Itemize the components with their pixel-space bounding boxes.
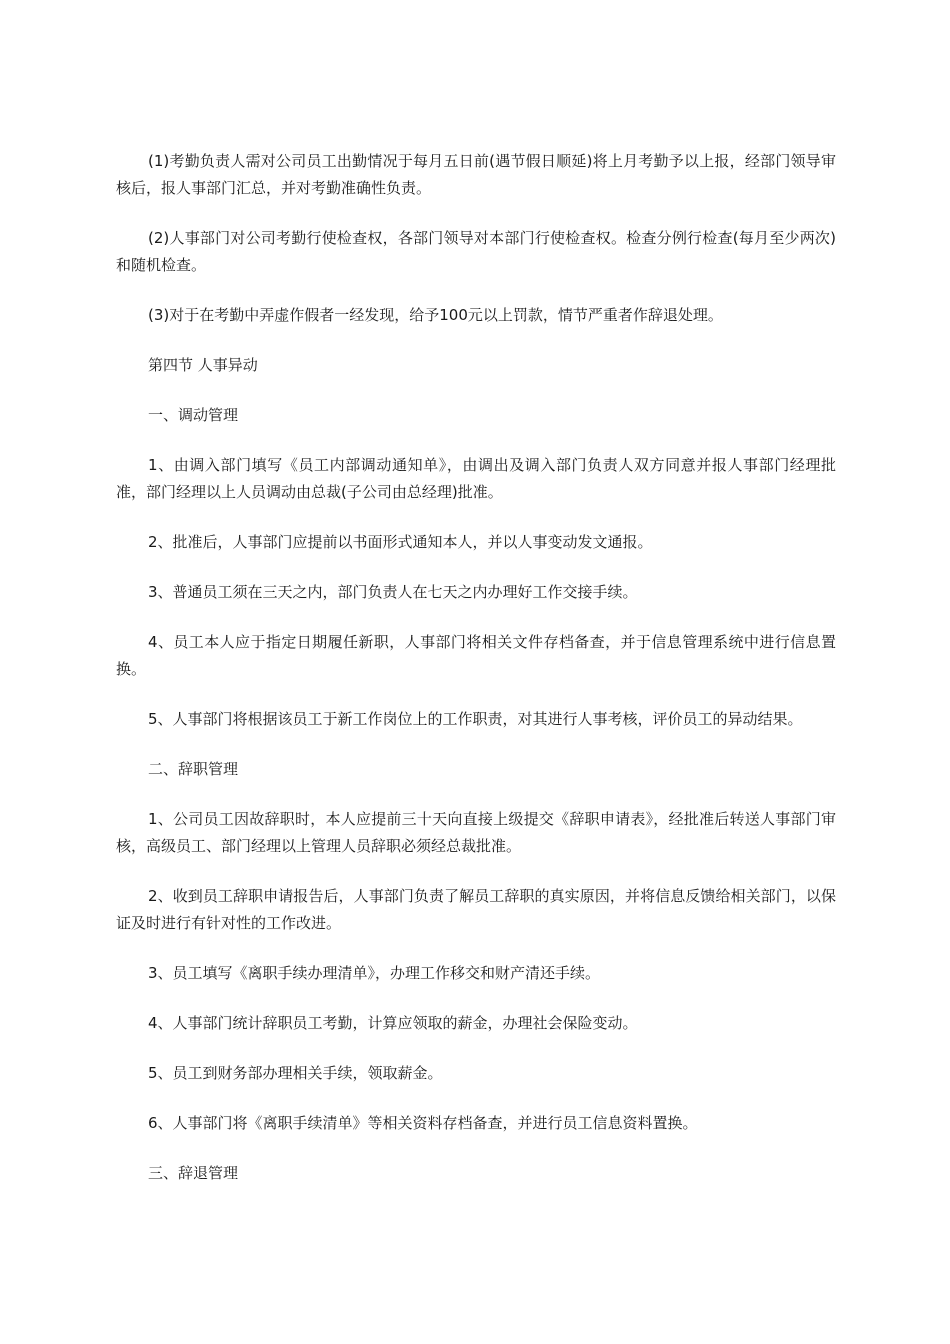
paragraph-resignation-4: 4、人事部门统计辞职员工考勤，计算应领取的薪金，办理社会保险变动。 (148, 1014, 638, 1032)
subheading-transfer-management: 一、调动管理 (148, 406, 239, 424)
section-heading-personnel-change: 第四节 人事异动 (148, 356, 258, 374)
paragraph-resignation-5: 5、员工到财务部办理相关手续，领取薪金。 (148, 1064, 443, 1082)
paragraph-transfer-4: 4、员工本人应于指定日期履任新职，人事部门将相关文件存档备查，并于信息管理系统中进行信息置换。 (116, 633, 836, 678)
paragraph-attendance-3: (3)对于在考勤中弄虚作假者一经发现，给予100元以上罚款，情节严重者作辞退处理。 (148, 306, 723, 324)
paragraph-transfer-2: 2、批准后，人事部门应提前以书面形式通知本人，并以人事变动发文通报。 (148, 533, 653, 551)
paragraph-resignation-1: 1、公司员工因故辞职时，本人应提前三十天向直接上级提交《辞职申请表》，经批准后转送人事部门审核，高级员工、部门经理以上管理人员辞职必须经总裁批准。 (116, 810, 836, 855)
paragraph-attendance-1: (1)考勤负责人需对公司员工出勤情况于每月五日前(遇节假日顺延)将上月考勤予以上报，经部门领导审核后，报人事部门汇总，并对考勤准确性负责。 (116, 152, 836, 197)
subheading-dismissal-management: 三、辞退管理 (148, 1164, 239, 1182)
subheading-resignation-management: 二、辞职管理 (148, 760, 239, 778)
paragraph-transfer-3: 3、普通员工须在三天之内，部门负责人在七天之内办理好工作交接手续。 (148, 583, 638, 601)
paragraph-resignation-2: 2、收到员工辞职申请报告后，人事部门负责了解员工辞职的真实原因，并将信息反馈给相关部门，以保证及时进行有针对性的工作改进。 (116, 887, 836, 932)
paragraph-transfer-1: 1、由调入部门填写《员工内部调动通知单》，由调出及调入部门负责人双方同意并报人事部门经理批准，部门经理以上人员调动由总裁(子公司由总经理)批准。 (116, 456, 836, 501)
paragraph-resignation-3: 3、员工填写《离职手续办理清单》，办理工作移交和财产清还手续。 (148, 964, 601, 982)
document-body (116, 148, 836, 1210)
paragraph-resignation-6: 6、人事部门将《离职手续清单》等相关资料存档备查，并进行员工信息资料置换。 (148, 1114, 698, 1132)
paragraph-transfer-5: 5、人事部门将根据该员工于新工作岗位上的工作职责，对其进行人事考核，评价员工的异动结果。 (148, 710, 803, 728)
paragraph-attendance-2: (2)人事部门对公司考勤行使检查权，各部门领导对本部门行使检查权。检查分例行检查(每月至少两次)和随机检查。 (116, 229, 836, 274)
